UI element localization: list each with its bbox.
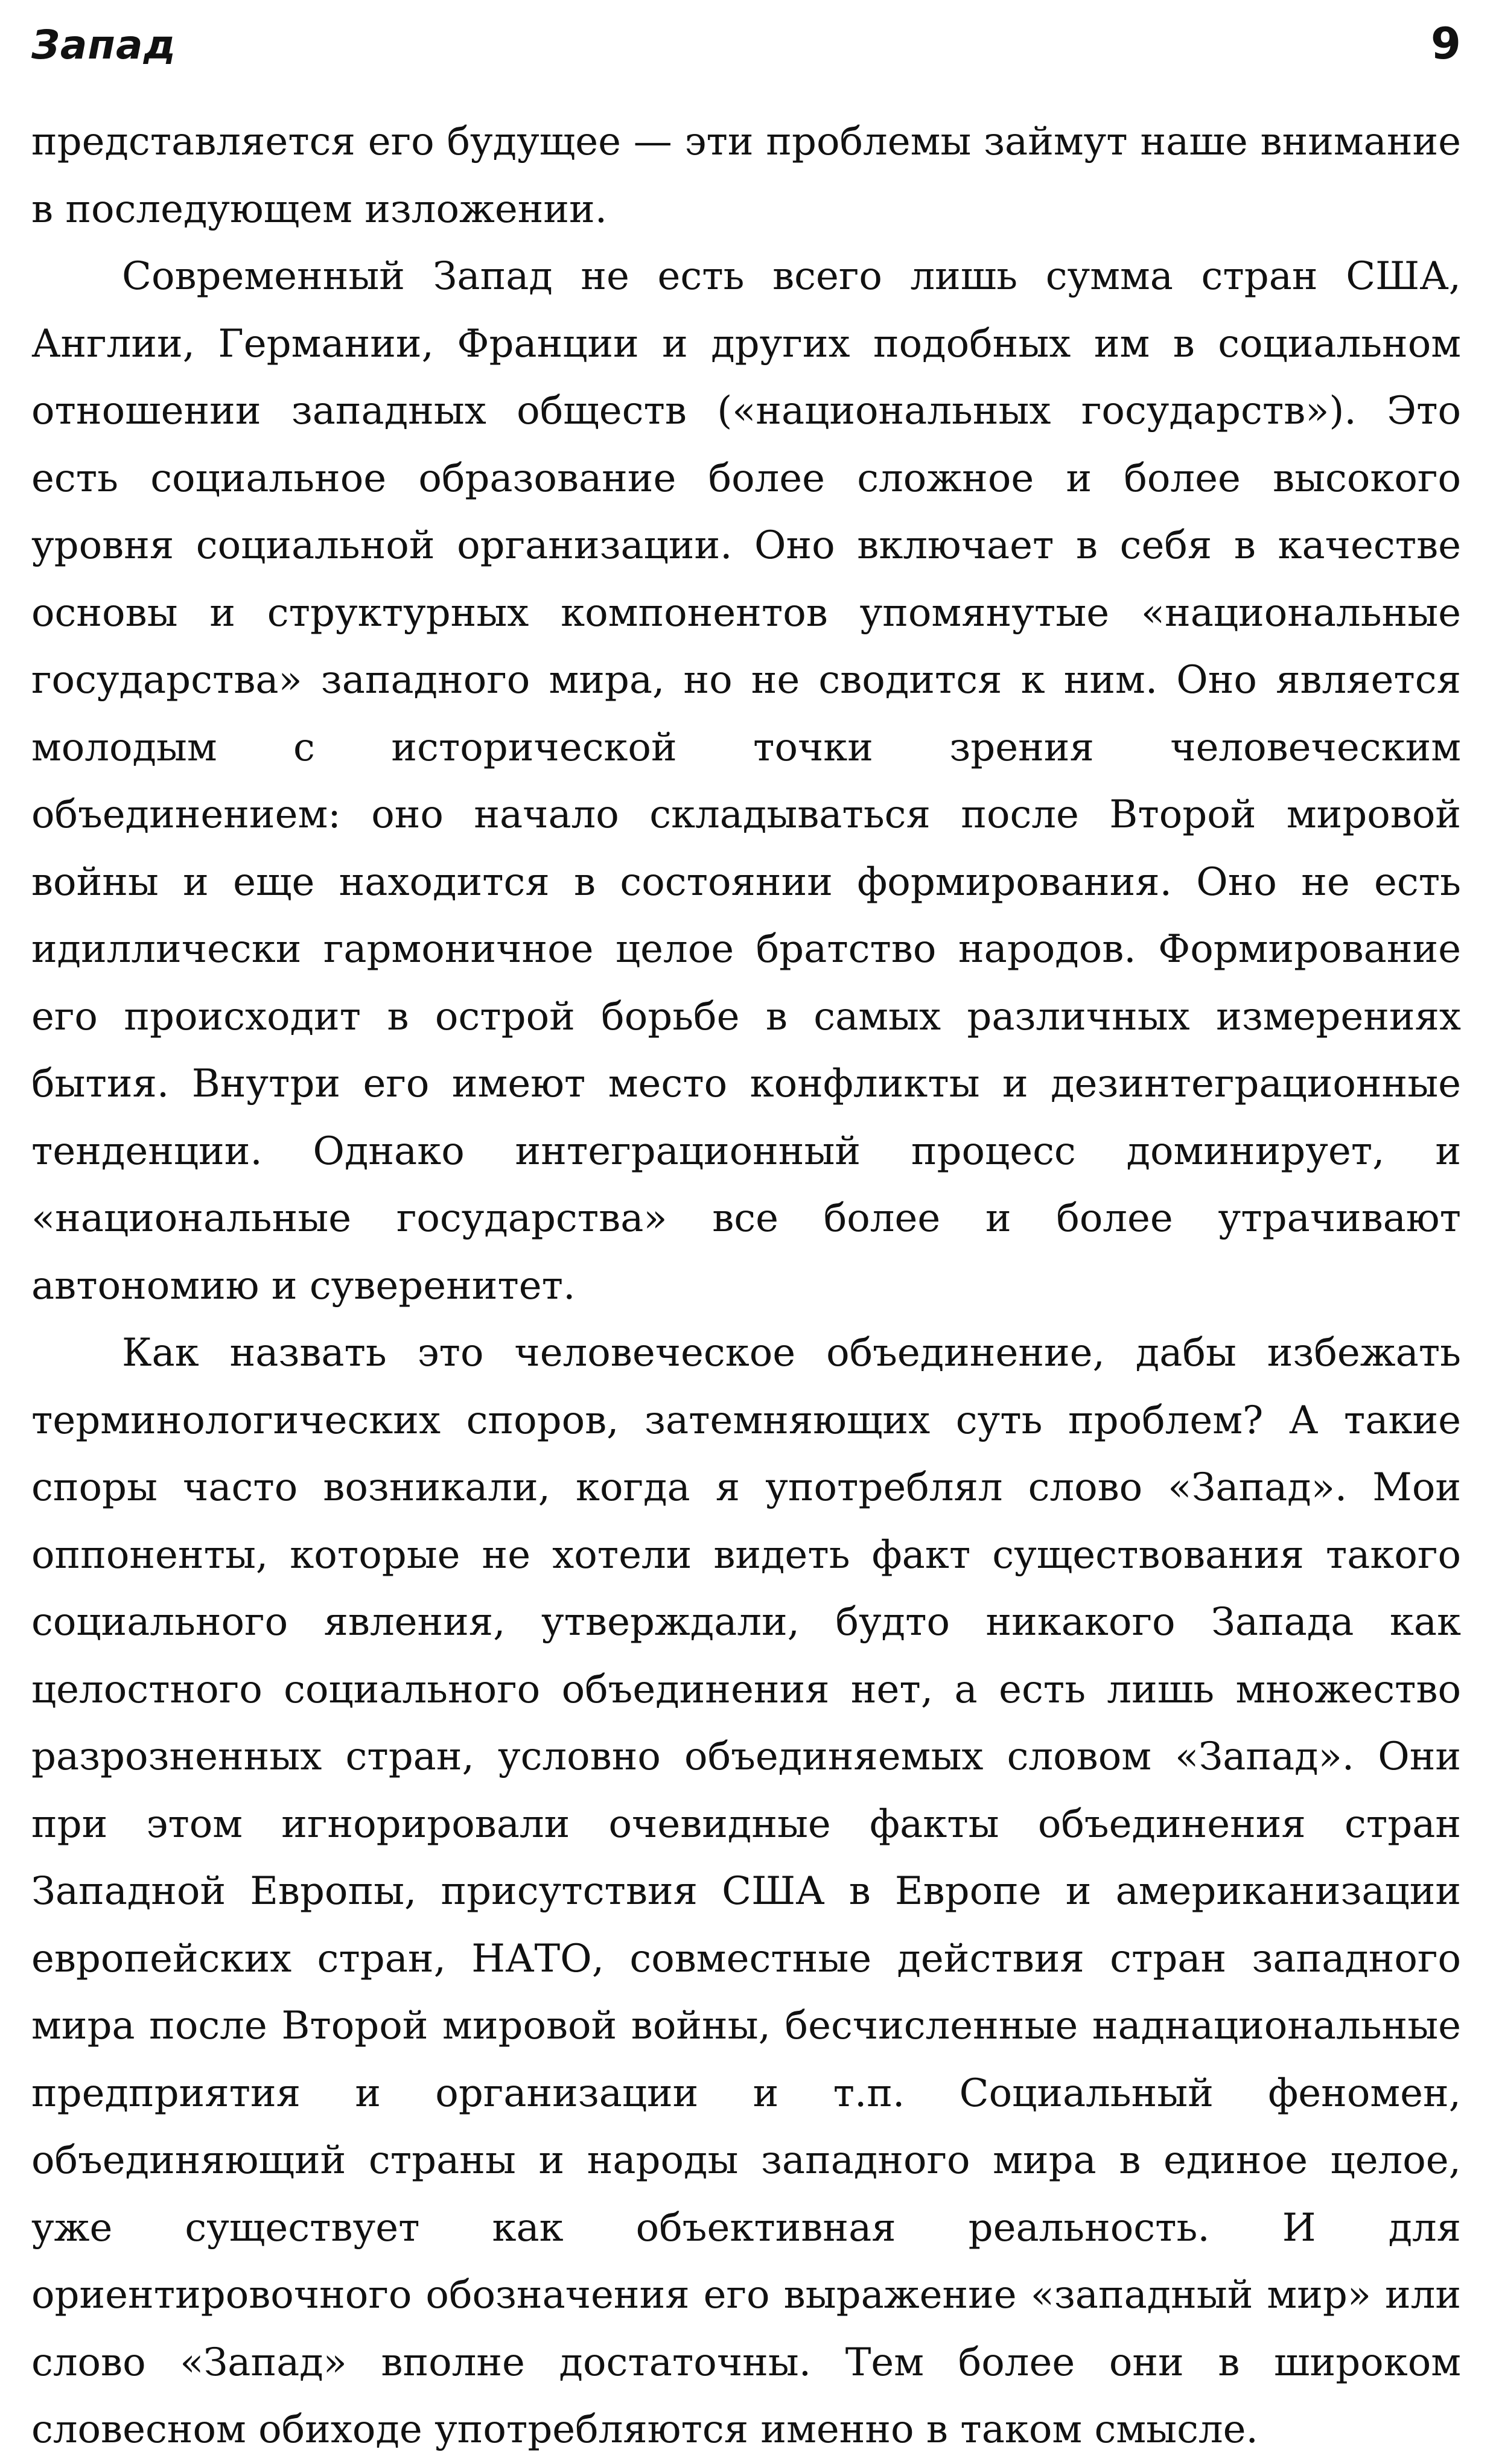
paragraph-continuation: представляется его будущее — эти проблемы займут наше внимание в последующем изложении. (31, 119, 1461, 232)
body-text (31, 109, 1461, 2464)
page-number: 9 (1430, 18, 1461, 69)
paragraph: Как назвать это человеческое объединение, дабы избежать терминологических споров, затемняющих суть проблем? А такие споры часто возникали, когда я употреблял слово «Запад». Мои оппоненты, которые не хотели видеть факт существования такого социального явления, утверждали, будто никакого Запада как целостного социального объединения нет, а есть лишь множество разрозненных стран, условно объединяемых словом «Запад». Они при этом игнорировали очевидные факты объединения стран Западной Европы, присутствия США в Европе и американизации европейских стран, НАТО, совместные действия стран западного мира после Второй мировой войны, бесчисленные наднациональные предприятия и организации и т.п. Социальный феномен, объединяющий страны и народы западного мира в единое целое, уже существует как объективная реальность. И для ориентировочного обозначения его выражение «западный мир» или слово «Запад» вполне достаточны. Тем более они в широком словесном обиходе употребляются именно в таком смысле. (31, 1331, 1461, 2452)
running-header (31, 18, 1461, 84)
running-title: Запад (31, 22, 176, 68)
paragraph: Современный Запад не есть всего лишь сумма стран США, Англии, Германии, Франции и других подобных им в социальном отношении западных обществ («национальных государств»). Это есть социальное образование более сложное и более высокого уровня социальной организации. Оно включает в себя в качестве основы и структурных компонентов упомянутые «национальные государства» западного мира, но не сводится к ним. Оно является молодым с исторической точки зрения человеческим объединением: оно начало складываться после Второй мировой войны и еще находится в состоянии формирования. Оно не есть идиллически гармоничное целое братство народов. Формирование его происходит в острой борьбе в самых различных измерениях бытия. Внутри его имеют место конфликты и дезинтеграционные тенденции. Однако интеграционный процесс доминирует, и «национальные государства» все более и более утрачивают автономию и суверенитет. (31, 254, 1461, 1308)
